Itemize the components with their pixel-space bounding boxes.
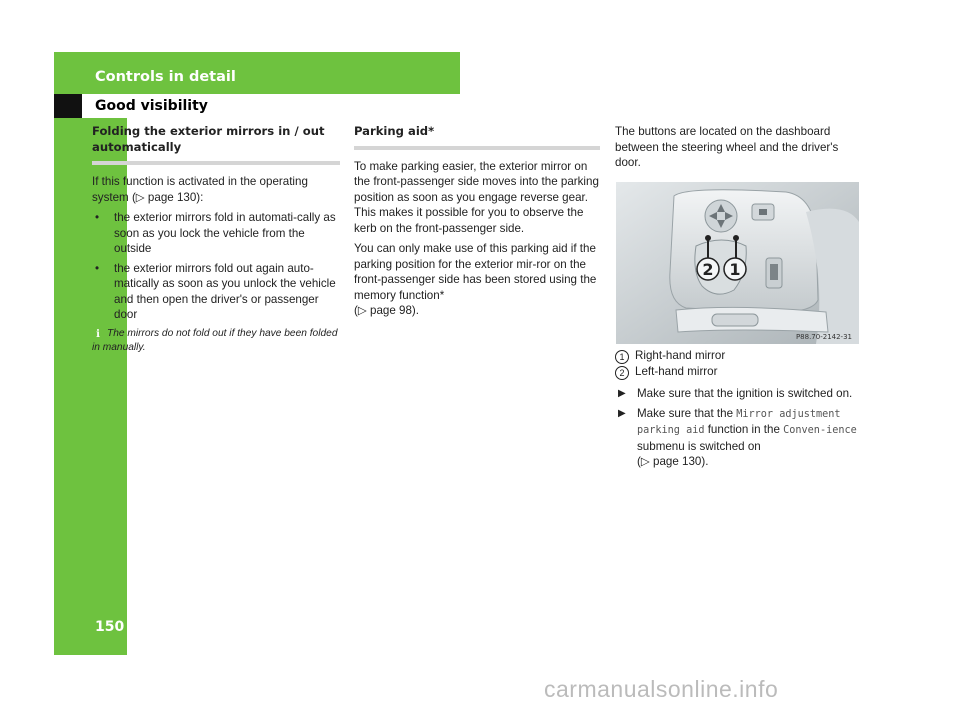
mirror-control-photo (616, 182, 859, 344)
mirror-control-illustration (616, 182, 859, 344)
heading-rule (354, 146, 600, 150)
step-list (615, 386, 861, 470)
bullet-list (92, 210, 340, 323)
watermark: carmanualsonline.info (544, 676, 779, 702)
legend-number: 2 (615, 366, 629, 380)
menu-option-mirror-adjustment: Mirror adjustment parking aid (637, 408, 841, 436)
column-folding-mirrors (92, 124, 340, 355)
column-parking-aid (354, 124, 600, 324)
header-marker (54, 94, 82, 118)
list-item: • the exterior mirrors fold in automati-cally as soon as you lock the vehicle from the outside (92, 210, 340, 257)
step-text: function in the (707, 423, 780, 436)
arrow-icon: ▶ (618, 407, 626, 419)
legend-number: 1 (615, 350, 629, 364)
section-title: Controls in detail (95, 69, 236, 85)
heading-folding-mirrors: Folding the exterior mirrors in / out automatically (92, 124, 325, 154)
heading-rule (92, 161, 340, 165)
instruction-steps (615, 386, 861, 474)
legend-item (615, 364, 861, 380)
image-code: P88.70-2142-31 (795, 333, 852, 341)
callout-1: 1 (729, 260, 741, 279)
info-note (92, 327, 340, 355)
paragraph: To make parking easier, the exterior mirror on the front-passenger side moves into the parking position as soon as you engage reverse gear. This makes it possible for you to observe the kerb on the front-passenger side. (354, 159, 599, 235)
info-text: The mirrors do not fold out if they have been folded in manually. (92, 327, 338, 353)
legend-item (615, 348, 861, 364)
subsection-title: Good visibility (95, 98, 208, 114)
callout-2: 2 (702, 260, 714, 279)
menu-option-convenience: Conven-ience (783, 425, 857, 436)
step-item (615, 406, 861, 470)
page-reference: (▷ page 130). (637, 455, 709, 468)
paragraph: You can only make use of this parking aid if the parking position for the exterior mir-ror on the front-passenger side has been stored using the memory function* (354, 242, 597, 302)
paragraph: If this function is activated in the operating system (▷ page 130): (92, 175, 308, 204)
arrow-icon: ▶ (618, 388, 626, 399)
list-item: • the exterior mirrors fold out again auto-matically as soon as you unlock the vehicle and then open the driver's or passenger door (92, 261, 340, 323)
page-number: 150 (95, 619, 125, 635)
legend-label: Right-hand mirror (635, 349, 726, 362)
heading-parking-aid: Parking aid* (354, 124, 435, 138)
step-text: submenu is switched on (637, 439, 761, 453)
column-buttons (615, 124, 861, 176)
paragraph: The buttons are located on the dashboard between the steering wheel and the driver's door. (615, 125, 839, 169)
info-icon: i (92, 329, 104, 341)
step-text: Make sure that the ignition is switched on. (637, 387, 853, 400)
page-reference: (▷ page 98). (354, 304, 419, 317)
legend-label: Left-hand mirror (635, 365, 718, 378)
step-item (615, 386, 861, 402)
step-text: Make sure that the (637, 406, 734, 420)
legend (615, 348, 861, 380)
